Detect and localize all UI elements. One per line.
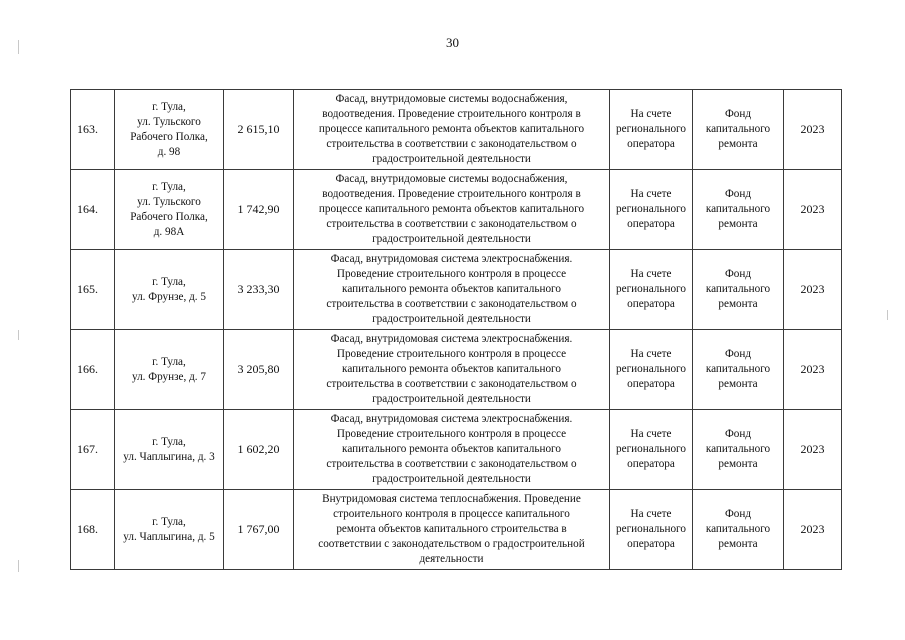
year-cell: 2023 [784, 330, 842, 410]
table-body [71, 90, 842, 570]
address-cell: г. Тула, ул. Чаплыгина, д. 3 [115, 410, 224, 490]
row-number: 168. [71, 490, 115, 570]
year-cell: 2023 [784, 410, 842, 490]
row-number: 165. [71, 250, 115, 330]
year-cell: 2023 [784, 90, 842, 170]
funding-source-cell: Фонд капитального ремонта [693, 410, 784, 490]
scan-edge-mark [18, 40, 19, 54]
area-cell: 1 742,90 [224, 170, 294, 250]
area-cell: 1 767,00 [224, 490, 294, 570]
scan-edge-mark [18, 330, 19, 340]
scan-edge-mark [887, 310, 888, 320]
table-row [71, 330, 842, 410]
account-cell: На счете регионального оператора [610, 490, 693, 570]
year-cell: 2023 [784, 250, 842, 330]
area-cell: 1 602,20 [224, 410, 294, 490]
area-cell: 3 205,80 [224, 330, 294, 410]
address-cell: г. Тула, ул. Чаплыгина, д. 5 [115, 490, 224, 570]
works-cell: Фасад, внутридомовая система электроснабжения. Проведение строительного контроля в процессе капитального ремонта объектов капитального строительства в соответствии с законодательством о градостроительной деятельности [294, 330, 610, 410]
works-cell: Фасад, внутридомовые системы водоснабжения, водоотведения. Проведение строительного контроля в процессе капитального ремонта объектов капитального строительства в соответствии с законодательством о градостроительной деятельности [294, 170, 610, 250]
table-row [71, 490, 842, 570]
account-cell: На счете регионального оператора [610, 410, 693, 490]
row-number: 166. [71, 330, 115, 410]
funding-source-cell: Фонд капитального ремонта [693, 250, 784, 330]
scan-edge-mark [18, 560, 19, 572]
page-number: 30 [446, 35, 459, 50]
account-cell: На счете регионального оператора [610, 250, 693, 330]
account-cell: На счете регионального оператора [610, 170, 693, 250]
row-number: 164. [71, 170, 115, 250]
works-cell: Внутридомовая система теплоснабжения. Проведение строительного контроля в процессе капитального ремонта объектов капитального строительства в соответствии с законодательством о градостроительной деятельности [294, 490, 610, 570]
address-cell: г. Тула, ул. Тульского Рабочего Полка, д. 98 [115, 90, 224, 170]
row-number: 167. [71, 410, 115, 490]
address-cell: г. Тула, ул. Фрунзе, д. 7 [115, 330, 224, 410]
account-cell: На счете регионального оператора [610, 330, 693, 410]
table-row [71, 250, 842, 330]
works-cell: Фасад, внутридомовые системы водоснабжения, водоотведения. Проведение строительного контроля в процессе капитального ремонта объектов капитального строительства в соответствии с законодательством о градостроительной деятельности [294, 90, 610, 170]
address-cell: г. Тула, ул. Тульского Рабочего Полка, д. 98А [115, 170, 224, 250]
account-cell: На счете регионального оператора [610, 90, 693, 170]
year-cell: 2023 [784, 170, 842, 250]
area-cell: 2 615,10 [224, 90, 294, 170]
funding-source-cell: Фонд капитального ремонта [693, 90, 784, 170]
works-cell: Фасад, внутридомовая система электроснабжения. Проведение строительного контроля в процессе капитального ремонта объектов капитального строительства в соответствии с законодательством о градостроительной деятельности [294, 250, 610, 330]
funding-source-cell: Фонд капитального ремонта [693, 330, 784, 410]
funding-source-cell: Фонд капитального ремонта [693, 490, 784, 570]
area-cell: 3 233,30 [224, 250, 294, 330]
works-cell: Фасад, внутридомовая система электроснабжения. Проведение строительного контроля в процессе капитального ремонта объектов капитального строительства в соответствии с законодательством о градостроительной деятельности [294, 410, 610, 490]
funding-source-cell: Фонд капитального ремонта [693, 170, 784, 250]
row-number: 163. [71, 90, 115, 170]
year-cell: 2023 [784, 490, 842, 570]
repair-works-table [70, 89, 842, 570]
table-row [71, 410, 842, 490]
address-cell: г. Тула, ул. Фрунзе, д. 5 [115, 250, 224, 330]
table-row [71, 170, 842, 250]
table-row [71, 90, 842, 170]
